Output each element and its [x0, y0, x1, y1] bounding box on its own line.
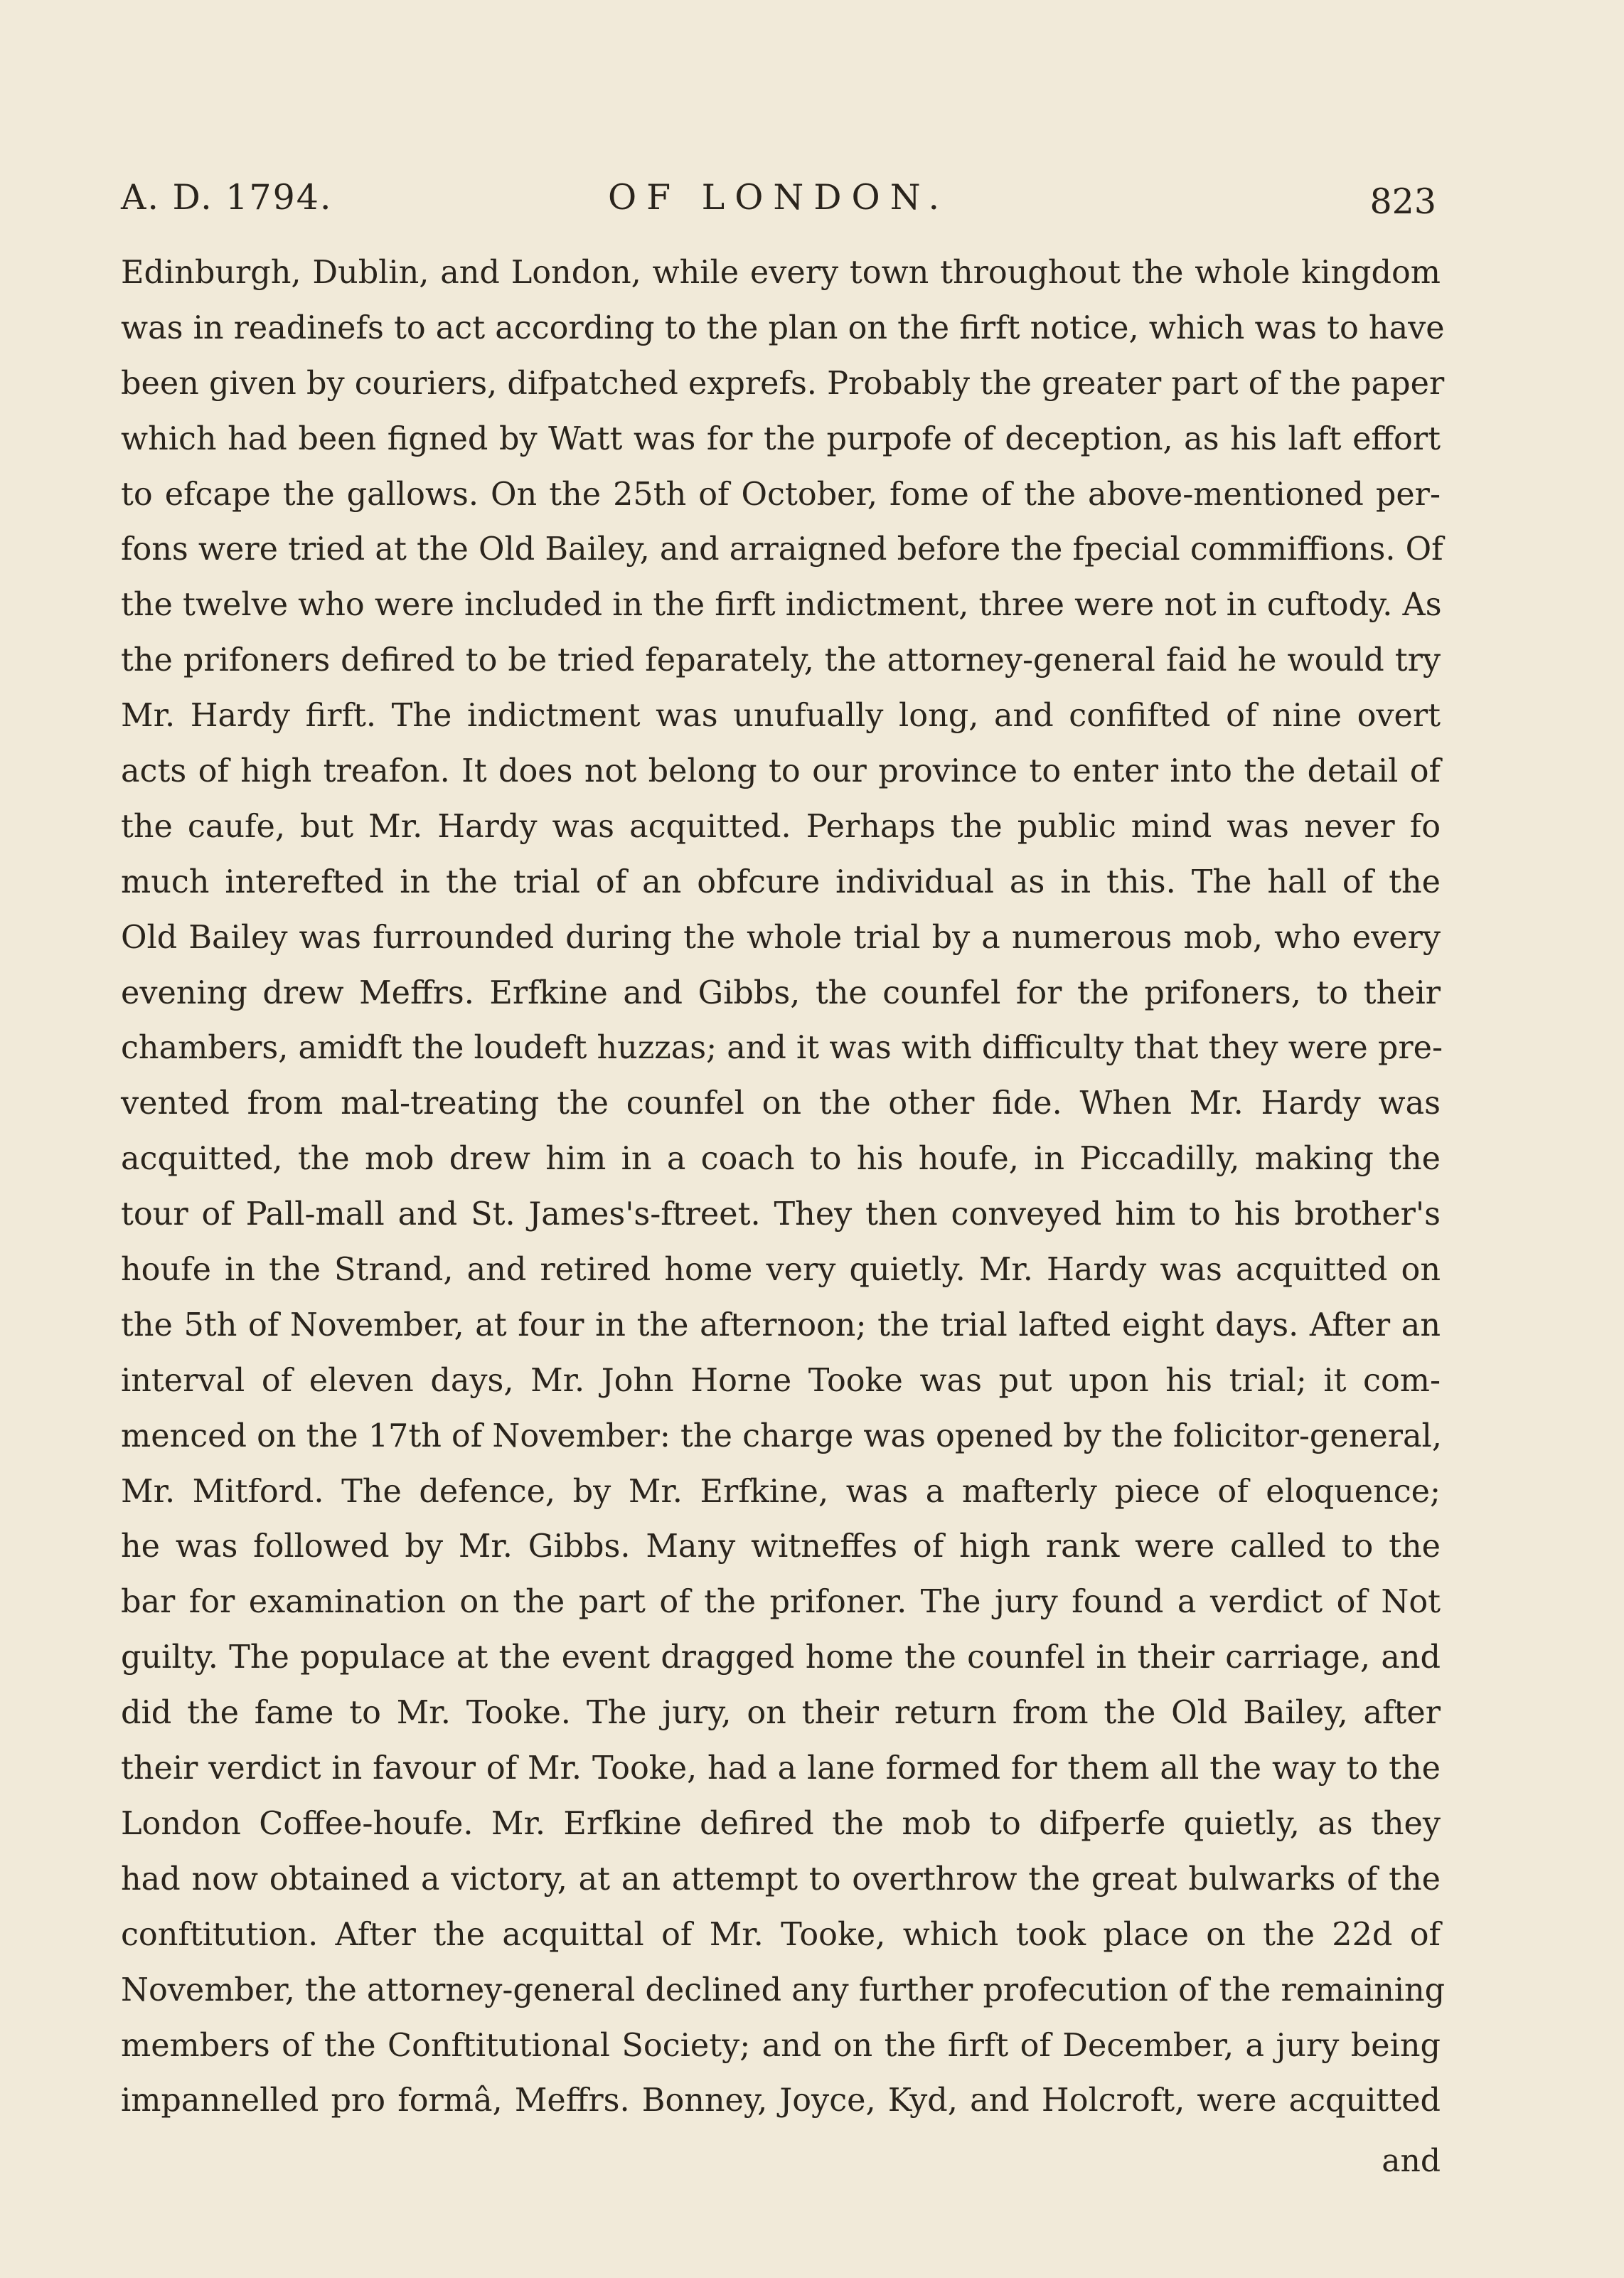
text-line: did the fame to Mr. Tooke. The jury, on their return from the Old Bailey, after — [121, 1695, 1441, 1732]
text-line: had now obtained a victory, at an attempt to overthrow the great bulwarks of the — [121, 1861, 1441, 1898]
text-line: fons were tried at the Old Bailey, and arraigned before the fpecial commiffions. Of — [121, 531, 1443, 568]
text-line: November, the attorney-general declined any further profecution of the remaining — [121, 1971, 1446, 2008]
text-line: Edinburgh, Dublin, and London, while every town throughout the whole kingdom — [121, 255, 1441, 291]
body-text — [121, 245, 1446, 2129]
running-head — [121, 169, 1436, 226]
text-line: evening drew Meffrs. Erfkine and Gibbs, the counfel for the prifoners, to their — [121, 974, 1441, 1011]
text-line: much interefted in the trial of an obfcure individual as in this. The hall of the — [121, 863, 1441, 900]
text-line: been given by couriers, difpatched exprefs. Probably the greater part of the paper — [121, 365, 1445, 402]
text-line: to efcape the gallows. On the 25th of October, fome of the above-mentioned per- — [121, 476, 1441, 513]
page-number: 823 — [1369, 181, 1436, 222]
text-line: Mr. Mitford. The defence, by Mr. Erfkine, was a mafterly piece of eloquence; — [121, 1473, 1441, 1510]
text-line: impannelled pro formâ, Meffrs. Bonney, Joyce, Kyd, and Holcroft, were acquitted — [121, 2082, 1441, 2119]
text-line: conftitution. After the acquittal of Mr. Tooke, which took place on the 22d of — [121, 1916, 1441, 1953]
running-head-date: A. D. 1794. — [121, 177, 333, 218]
text-line: guilty. The populace at the event dragged home the counfel in their carriage, and — [121, 1639, 1441, 1676]
catchword: and — [1382, 2143, 1441, 2179]
text-line: members of the Conftitutional Society; and on the firft of December, a jury being — [121, 2027, 1441, 2064]
text-line: he was followed by Mr. Gibbs. Many witneffes of high rank were called to the — [121, 1528, 1441, 1565]
text-line: Mr. Hardy firft. The indictment was unufually long, and confifted of nine overt — [121, 698, 1441, 735]
text-line: London Coffee-houfe. Mr. Erfkine defired the mob to difperfe quietly, as they — [121, 1805, 1441, 1842]
text-line: Old Bailey was furrounded during the whole trial by a numerous mob, who every — [121, 919, 1441, 956]
text-line: houfe in the Strand, and retired home very quietly. Mr. Hardy was acquitted on — [121, 1252, 1441, 1289]
text-line: menced on the 17th of November: the charge was opened by the folicitor-general, — [121, 1417, 1442, 1454]
text-line: vented from mal-treating the counfel on the other fide. When Mr. Hardy was — [121, 1085, 1441, 1122]
text-line: tour of Pall-mall and St. James's-ftreet. They then conveyed him to his brother's — [121, 1196, 1441, 1233]
text-line: the prifoners defired to be tried feparately, the attorney-general faid he would try — [121, 642, 1441, 679]
text-line: the twelve who were included in the firft indictment, three were not in cuftody. As — [121, 587, 1442, 624]
text-line: chambers, amidft the loudeft huzzas; and it was with difficulty that they were pre- — [121, 1030, 1443, 1067]
text-line: bar for examination on the part of the prifoner. The jury found a verdict of Not — [121, 1584, 1441, 1621]
text-line: which had been figned by Watt was for the purpofe of deception, as his laft effort — [121, 420, 1441, 457]
text-line: the caufe, but Mr. Hardy was acquitted. Perhaps the public mind was never fo — [121, 808, 1441, 845]
running-head-title: OF LONDON. — [607, 177, 950, 218]
text-line: acquitted, the mob drew him in a coach to his houfe, in Piccadilly, making the — [121, 1141, 1441, 1178]
text-line: interval of eleven days, Mr. John Horne Tooke was put upon his trial; it com- — [121, 1362, 1441, 1399]
text-line: their verdict in favour of Mr. Tooke, had a lane formed for them all the way to the — [121, 1750, 1441, 1787]
text-line: the 5th of November, at four in the afternoon; the trial lafted eight days. After an — [121, 1306, 1441, 1343]
text-line: was in readinefs to act according to the plan on the firft notice, which was to have — [121, 309, 1445, 346]
text-line: acts of high treafon. It does not belong to our province to enter into the detail of — [121, 753, 1441, 790]
